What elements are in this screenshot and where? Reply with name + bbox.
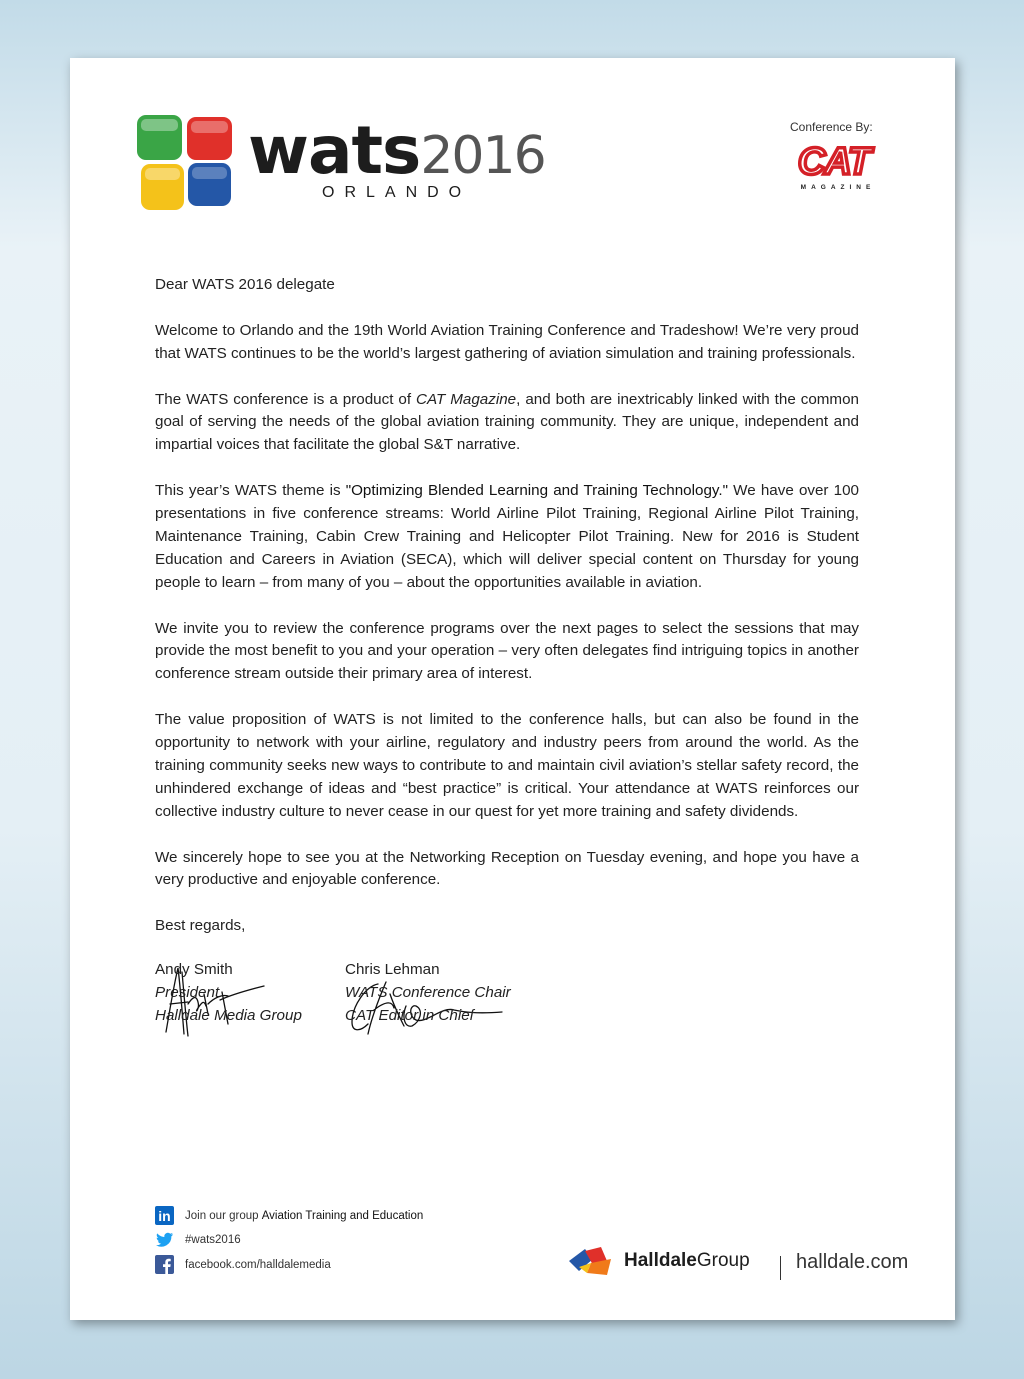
- conference-by-label: Conference By:: [790, 120, 873, 134]
- paragraph-6: We sincerely hope to see you at the Networking Reception on Tuesday evening, and hope you have a very productive and enjoyable conference.: [155, 848, 859, 889]
- signatory-name: Andy Smith: [155, 961, 233, 978]
- wats-wordmark: [248, 112, 545, 189]
- twitter-icon: [155, 1230, 174, 1249]
- signatory-org: CAT Editor in Chief: [345, 1007, 474, 1024]
- paragraph-4: We invite you to review the conference programs over the next pages to select the sessions that may provide the most benefit to you and your operation – very often delegates find intriguing topics in another conference stream outside their primary area of interest.: [155, 619, 859, 683]
- facebook-url: facebook.com/halldalemedia: [185, 1258, 331, 1271]
- salutation: Dear WATS 2016 delegate: [155, 276, 335, 293]
- paragraph-1: Welcome to Orlando and the 19th World Aviation Training Conference and Tradeshow! We’re very proud that WATS continues to be the world’s largest gathering of aviation simulation and training professionals.: [155, 321, 859, 362]
- paragraph-5: The value proposition of WATS is not limited to the conference halls, but can also be found in the opportunity to network with your airline, regulatory and industry peers from around the world. As the training community seeks new ways to contribute to and maintain civil aviation’s stellar safety record, the unhindered exchange of ideas and “best practice” is critical. Your attendance at WATS reinforces our collective industry culture to never cease in our quest for yet more training and safety dividends.: [155, 711, 859, 820]
- cat-logo-subtext: MAGAZINE: [800, 184, 876, 191]
- wats-logo-icon: [135, 113, 235, 213]
- signatory-1: [155, 958, 302, 1027]
- logo-year: 2016: [420, 126, 545, 186]
- theme-text: "Optimizing Blended Learning and Training Technology.": [345, 482, 728, 500]
- letter-page: [70, 58, 955, 1320]
- twitter-link[interactable]: [155, 1230, 241, 1249]
- logo-word: wats: [248, 112, 421, 189]
- linkedin-group: Aviation Training and Education: [261, 1209, 424, 1222]
- halldale-url[interactable]: halldale.com: [796, 1251, 909, 1273]
- halldale-logo-icon: [567, 1245, 615, 1277]
- linkedin-link[interactable]: [155, 1206, 423, 1225]
- twitter-handle: #wats2016: [185, 1233, 241, 1246]
- brand-light: Group: [696, 1250, 750, 1271]
- cat-logo-text: CAT: [797, 144, 871, 183]
- footer-divider: [780, 1256, 781, 1280]
- signatory-2: [345, 958, 511, 1027]
- halldale-brand: [624, 1250, 750, 1272]
- signatory-title: President: [155, 984, 220, 1001]
- closing: Best regards,: [155, 917, 246, 935]
- facebook-link[interactable]: [155, 1255, 331, 1274]
- signatory-org: Halldale Media Group: [155, 1007, 302, 1024]
- brand-bold: Halldale: [624, 1250, 697, 1271]
- cat-magazine-logo: [778, 144, 890, 192]
- signatory-title: WATS Conference Chair: [345, 984, 511, 1001]
- linkedin-prefix: Join our group: [185, 1209, 262, 1222]
- cat-magazine-name: CAT Magazine: [416, 390, 517, 408]
- paragraph-2: The WATS conference is a product of CAT Magazine, and both are inextricably linked with the common goal of serving the needs of the global aviation training community. They are unique, independent and impartial voices that facilitate the global S&T narrative.: [155, 390, 859, 454]
- linkedin-icon: [155, 1206, 174, 1225]
- paragraph-3: This year’s WATS theme is "Optimizing Blended Learning and Training Technology." We have over 100 presentations in five conference streams: World Airline Pilot Training, Regional Airline Pilot Training, Maintenance Training, Cabin Crew Training and Helicopter Pilot Training. New for 2016 is Student Education and Careers in Aviation (SECA), which will deliver special content on Thursday for young people to learn – from many of you – about the opportunities available in aviation.: [155, 482, 859, 591]
- signatory-name: Chris Lehman: [345, 961, 440, 978]
- svg-text:in: in: [158, 1208, 171, 1224]
- facebook-icon: [155, 1255, 174, 1274]
- logo-city: ORLANDO: [322, 184, 472, 201]
- letter-body: [155, 274, 859, 961]
